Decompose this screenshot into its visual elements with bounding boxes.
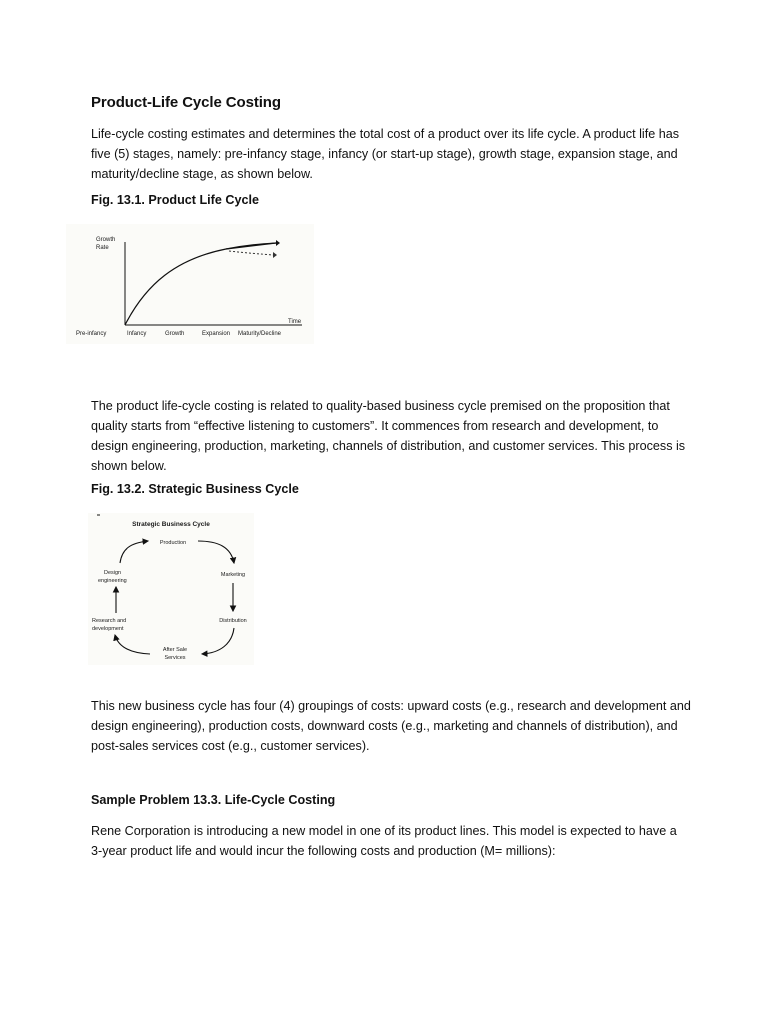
strategic-business-cycle-diagram bbox=[88, 513, 254, 665]
cost-groupings-paragraph: This new business cycle has four (4) groupings of costs: upward costs (e.g., research and development and design engineering), production costs, downward costs (e.g., marketing and channels of distribution), and post-sales services cost (e.g., customer services). bbox=[91, 699, 691, 753]
arrow-distribution-to-after-sale bbox=[202, 628, 234, 654]
node-after-sale-line2: Services bbox=[164, 655, 186, 661]
node-design-line2: engineering bbox=[98, 578, 127, 584]
node-production: Production bbox=[159, 540, 187, 546]
figure-1-caption: Fig. 13.1. Product Life Cycle bbox=[91, 193, 259, 207]
sample-problem-text: Rene Corporation is introducing a new model in one of its product lines. This model is expected to have a 3-year product life and would incur the following costs and production (M= millions): bbox=[91, 824, 677, 858]
node-distribution: Distribution bbox=[219, 618, 247, 624]
strategic-business-cycle-figure bbox=[88, 513, 254, 665]
stage-label-maturity-decline: Maturity/Decline bbox=[238, 331, 282, 337]
arrow-after-sale-to-research bbox=[115, 635, 150, 654]
product-life-cycle-chart bbox=[66, 224, 314, 344]
node-design-line1: Design bbox=[104, 570, 122, 576]
figure-2-caption: Fig. 13.2. Strategic Business Cycle bbox=[91, 482, 299, 496]
node-research-line2: development bbox=[92, 626, 124, 632]
stage-label-growth: Growth bbox=[165, 331, 185, 337]
cycle-title: Strategic Business Cycle bbox=[132, 521, 210, 528]
product-life-cycle-figure bbox=[66, 224, 314, 344]
y-axis-label-line2: Rate bbox=[96, 245, 109, 251]
decline-dotted-curve bbox=[229, 251, 273, 255]
arrow-design-to-production bbox=[120, 541, 148, 563]
node-marketing: Marketing bbox=[220, 572, 246, 578]
growth-curve bbox=[125, 243, 276, 325]
page-title: Product-Life Cycle Costing bbox=[91, 94, 281, 111]
node-after-sale-line1: After Sale bbox=[162, 647, 188, 653]
arrow-production-to-marketing bbox=[198, 541, 234, 563]
decline-curve-arrowhead bbox=[273, 252, 277, 258]
stage-label-pre-infancy: Pre-infancy bbox=[76, 331, 107, 337]
growth-curve-arrowhead bbox=[276, 240, 280, 246]
business-cycle-paragraph: The product life-cycle costing is related to quality-based business cycle premised on the proposition that quality starts from “effective listening to customers”. It commences from research and development, to design engineering, production, marketing, channels of distribution, and customer services. This process is shown below. bbox=[91, 399, 686, 473]
x-axis-label: Time bbox=[288, 319, 302, 325]
node-research-line1: Research and bbox=[92, 618, 127, 624]
intro-paragraph: Life-cycle costing estimates and determines the total cost of a product over its life cycle. A product life has five (5) stages, namely: pre-infancy stage, infancy (or start-up stage), growth stage, expansion stage, and maturity/decline stage, as shown below. bbox=[91, 127, 680, 181]
growth-curve-extension bbox=[226, 243, 276, 249]
stage-label-infancy: Infancy bbox=[127, 331, 147, 337]
y-axis-label-line1: Growth bbox=[96, 237, 116, 243]
sample-problem-heading: Sample Problem 13.3. Life-Cycle Costing bbox=[91, 793, 336, 807]
stage-label-expansion: Expansion bbox=[202, 331, 231, 337]
